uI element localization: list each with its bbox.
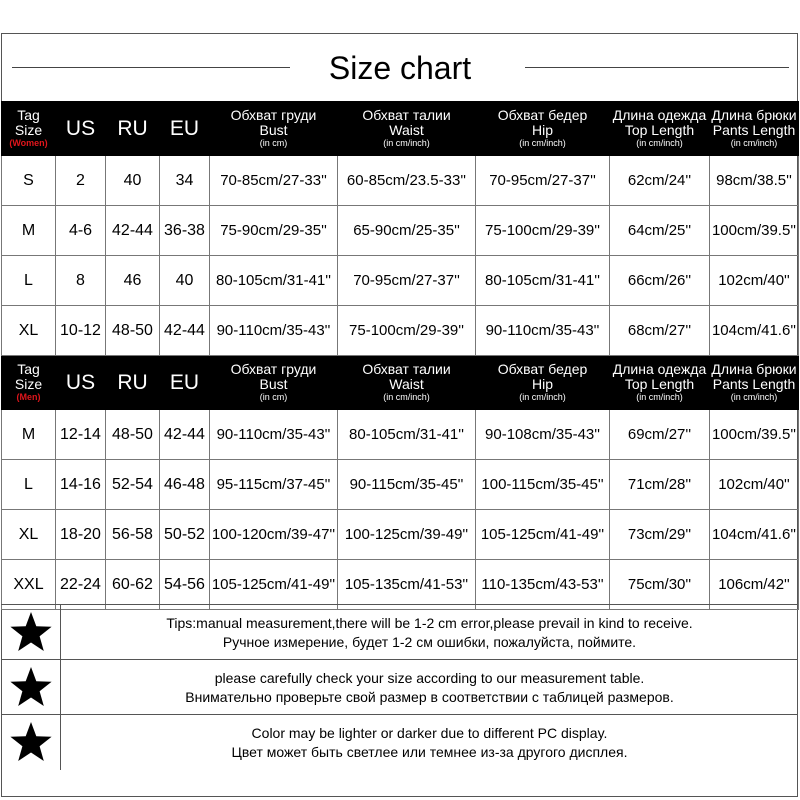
ru-cell: 52-54: [106, 460, 160, 510]
bust-header-text: Обхват груди: [230, 107, 317, 123]
waist-header-text: Обхват талии: [362, 361, 451, 377]
bust-header-text: (in cm): [259, 138, 288, 148]
us-cell: 14-16: [56, 460, 106, 510]
pants-length-cell: 98cm/38.5'': [710, 156, 799, 206]
us-header-text: US: [65, 370, 96, 394]
top-length-header-text: (in cm/inch): [636, 138, 683, 148]
size-cell: M: [2, 206, 56, 256]
ru-header: [106, 356, 160, 410]
star-icon: [1, 715, 61, 770]
bust-cell: 90-110cm/35-43'': [210, 410, 338, 460]
pants-length-header-text: (in cm/inch): [730, 138, 778, 148]
table-row: [2, 256, 799, 306]
top-length-cell: 73cm/29'': [610, 510, 710, 560]
size-cell: XL: [2, 306, 56, 356]
hip-header-text: (in cm/inch): [519, 138, 566, 148]
tip-text: [61, 660, 798, 715]
top-length-header-text: Top Length: [624, 122, 695, 138]
eu-cell: 46-48: [160, 460, 210, 510]
tip-russian: Внимательно проверьте свой размер в соответствии с таблицей размеров.: [185, 688, 674, 705]
ru-header-text: RU: [117, 116, 148, 140]
top-length-header-text: (in cm/inch): [636, 392, 683, 402]
us-cell: 18-20: [56, 510, 106, 560]
tip-russian: Цвет может быть светлее или темнее из-за другого дисплея.: [231, 743, 628, 760]
tag-size-header-text: Tag: [17, 361, 40, 377]
eu-header-text: EU: [169, 116, 200, 140]
eu-cell: 42-44: [160, 306, 210, 356]
ru-cell: 48-50: [106, 306, 160, 356]
bust-header-text: Bust: [259, 122, 288, 138]
table-row: [2, 306, 799, 356]
table-row: [2, 460, 799, 510]
tip-russian: Ручное измерение, будет 1-2 см ошибки, пожалуйста, поймите.: [222, 633, 637, 650]
size-cell: L: [2, 460, 56, 510]
waist-header-text: Waist: [389, 376, 424, 392]
eu-cell: 36-38: [160, 206, 210, 256]
hip-header: [476, 102, 610, 156]
top-length-cell: 64cm/25'': [610, 206, 710, 256]
waist-header-text: (in cm/inch): [383, 392, 430, 402]
top-length-cell: 66cm/26'': [610, 256, 710, 306]
waist-cell: 70-95cm/27-37'': [338, 256, 476, 306]
bust-header: [210, 102, 338, 156]
top-length-header-text: Top Length: [624, 376, 695, 392]
ru-header: [106, 102, 160, 156]
ru-cell: 40: [106, 156, 160, 206]
top-length-cell: 68cm/27'': [610, 306, 710, 356]
tag-size-header-text: (Men): [16, 392, 41, 402]
hip-header-text: Hip: [531, 376, 553, 392]
eu-cell: 42-44: [160, 410, 210, 460]
ru-cell: 46: [106, 256, 160, 306]
eu-header: [160, 102, 210, 156]
table-row: [2, 410, 799, 460]
pants-length-cell: 100cm/39.5'': [710, 410, 799, 460]
us-header: [56, 356, 106, 410]
top-length-cell: 71cm/28'': [610, 460, 710, 510]
pants-length-header: [710, 356, 799, 410]
bust-cell: 75-90cm/29-35'': [210, 206, 338, 256]
top-length-header: [610, 102, 710, 156]
tips-section: [1, 604, 798, 769]
pants-length-cell: 102cm/40'': [710, 460, 799, 510]
hip-cell: 75-100cm/29-39'': [476, 206, 610, 256]
waist-cell: 75-100cm/29-39'': [338, 306, 476, 356]
us-cell: 4-6: [56, 206, 106, 256]
hip-cell: 110-135cm/43-53'': [476, 560, 610, 610]
us-cell: 10-12: [56, 306, 106, 356]
hip-cell: 80-105cm/31-41'': [476, 256, 610, 306]
ru-cell: 48-50: [106, 410, 160, 460]
waist-header: [338, 102, 476, 156]
us-cell: 12-14: [56, 410, 106, 460]
waist-header-text: (in cm/inch): [383, 138, 430, 148]
hip-cell: 100-115cm/35-45'': [476, 460, 610, 510]
star-icon-svg: [9, 666, 53, 710]
page-title: Size chart: [328, 50, 472, 86]
size-table: [1, 101, 799, 610]
pants-length-header-text: Pants Length: [712, 376, 796, 392]
star-icon: [1, 605, 61, 660]
hip-cell: 105-125cm/41-49'': [476, 510, 610, 560]
us-cell: 22-24: [56, 560, 106, 610]
bust-header-text: Bust: [259, 376, 288, 392]
pants-length-cell: 100cm/39.5'': [710, 206, 799, 256]
eu-cell: 54-56: [160, 560, 210, 610]
ru-header-text: RU: [117, 370, 148, 394]
ru-cell: 56-58: [106, 510, 160, 560]
pants-length-cell: 104cm/41.6'': [710, 510, 799, 560]
waist-cell: 80-105cm/31-41'': [338, 410, 476, 460]
top-length-header: [610, 356, 710, 410]
tip-english: please carefully check your size according to our measurement table.: [214, 669, 645, 686]
waist-header: [338, 356, 476, 410]
pants-length-cell: 106cm/42'': [710, 560, 799, 610]
bust-cell: 90-110cm/35-43'': [210, 306, 338, 356]
top-length-cell: 62cm/24'': [610, 156, 710, 206]
table-row: [2, 156, 799, 206]
pants-length-header-text: Длина брюки: [711, 107, 797, 123]
top-length-cell: 69cm/27'': [610, 410, 710, 460]
bust-header-text: (in cm): [259, 392, 288, 402]
bust-cell: 100-120cm/39-47'': [210, 510, 338, 560]
size-cell: L: [2, 256, 56, 306]
ru-cell: 60-62: [106, 560, 160, 610]
tag-size-header-text: Size: [14, 122, 43, 138]
pants-length-header: [710, 102, 799, 156]
us-cell: 8: [56, 256, 106, 306]
star-icon-svg: [9, 721, 53, 765]
table-row: [2, 560, 799, 610]
table-row: [2, 510, 799, 560]
tag-size-header-text: (Women): [9, 138, 48, 148]
eu-cell: 50-52: [160, 510, 210, 560]
size-cell: XXL: [2, 560, 56, 610]
hip-header-text: Обхват бедер: [497, 107, 588, 123]
hip-header: [476, 356, 610, 410]
top-length-header-text: Длина одежда: [612, 361, 707, 377]
hip-cell: 90-108cm/35-43'': [476, 410, 610, 460]
top-length-cell: 75cm/30'': [610, 560, 710, 610]
bust-cell: 70-85cm/27-33'': [210, 156, 338, 206]
tip-row: [1, 714, 798, 769]
eu-cell: 34: [160, 156, 210, 206]
waist-cell: 60-85cm/23.5-33'': [338, 156, 476, 206]
pants-length-cell: 104cm/41.6'': [710, 306, 799, 356]
us-header-text: US: [65, 116, 96, 140]
pants-length-header-text: Длина брюки: [711, 361, 797, 377]
tag-size-header: [2, 102, 56, 156]
tag-size-header-text: Size: [14, 376, 43, 392]
tip-english: Color may be lighter or darker due to different PC display.: [251, 724, 608, 741]
waist-cell: 100-125cm/39-49'': [338, 510, 476, 560]
us-header: [56, 102, 106, 156]
eu-cell: 40: [160, 256, 210, 306]
women-header-row: [2, 102, 799, 156]
men-header-row: [2, 356, 799, 410]
ru-cell: 42-44: [106, 206, 160, 256]
hip-header-text: (in cm/inch): [519, 392, 566, 402]
waist-header-text: Обхват талии: [362, 107, 451, 123]
size-cell: S: [2, 156, 56, 206]
tip-text: [61, 715, 798, 770]
tip-row: [1, 659, 798, 714]
us-cell: 2: [56, 156, 106, 206]
pants-length-cell: 102cm/40'': [710, 256, 799, 306]
tip-english: Tips:manual measurement,there will be 1-2 cm error,please prevail in kind to receive.: [166, 614, 693, 631]
eu-header: [160, 356, 210, 410]
hip-cell: 70-95cm/27-37'': [476, 156, 610, 206]
tip-text: [61, 605, 798, 660]
bust-cell: 80-105cm/31-41'': [210, 256, 338, 306]
waist-cell: 65-90cm/25-35'': [338, 206, 476, 256]
star-icon-svg: [9, 611, 53, 655]
star-icon: [1, 660, 61, 715]
hip-header-text: Hip: [531, 122, 553, 138]
table-row: [2, 206, 799, 256]
hip-cell: 90-110cm/35-43'': [476, 306, 610, 356]
tip-row: [1, 604, 798, 659]
waist-cell: 105-135cm/41-53'': [338, 560, 476, 610]
pants-length-header-text: (in cm/inch): [730, 392, 778, 402]
size-cell: M: [2, 410, 56, 460]
waist-header-text: Waist: [389, 122, 424, 138]
pants-length-header-text: Pants Length: [712, 122, 796, 138]
bust-header: [210, 356, 338, 410]
eu-header-text: EU: [169, 370, 200, 394]
top-length-header-text: Длина одежда: [612, 107, 707, 123]
bust-cell: 95-115cm/37-45'': [210, 460, 338, 510]
size-cell: XL: [2, 510, 56, 560]
waist-cell: 90-115cm/35-45'': [338, 460, 476, 510]
bust-header-text: Обхват груди: [230, 361, 317, 377]
bust-cell: 105-125cm/41-49'': [210, 560, 338, 610]
tag-size-header-text: Tag: [17, 107, 40, 123]
tag-size-header: [2, 356, 56, 410]
hip-header-text: Обхват бедер: [497, 361, 588, 377]
